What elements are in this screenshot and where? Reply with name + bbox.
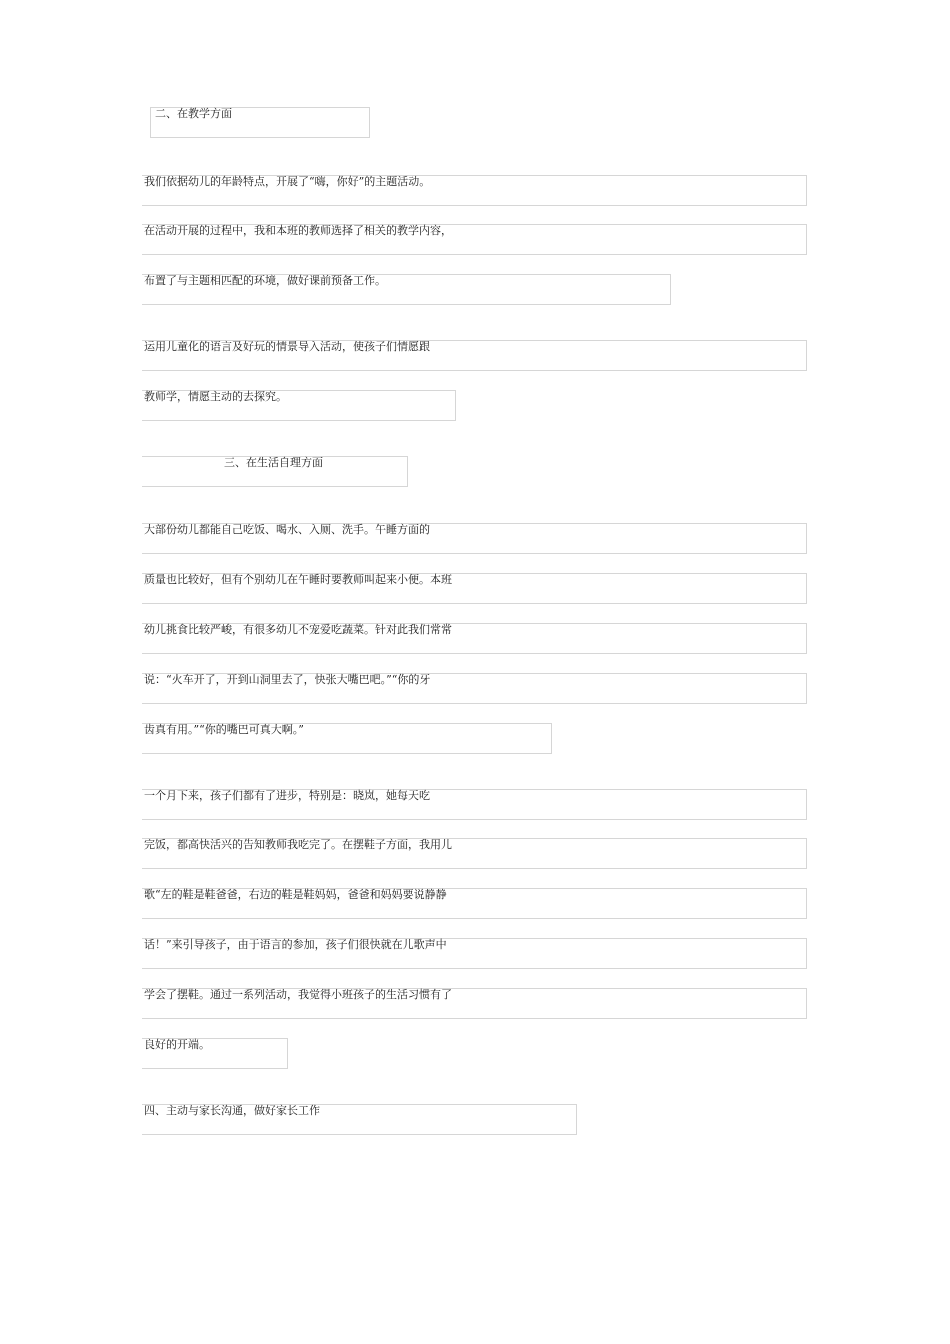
heading-text: 三、在生活自理方面	[224, 456, 323, 469]
paragraph-line	[142, 390, 456, 421]
paragraph-line	[142, 623, 807, 654]
line-text: 布置了与主题相匹配的环境，做好课前预备工作。	[144, 274, 386, 287]
paragraph-line	[142, 523, 807, 554]
paragraph-line	[142, 789, 807, 820]
line-text: 在活动开展的过程中，我和本班的教师选择了相关的教学内容，	[144, 224, 452, 237]
section-heading-parents	[142, 1104, 577, 1135]
paragraph-line	[142, 888, 807, 919]
line-text: 我们依据幼儿的年龄特点，开展了“嗨，你好”的主题活动。	[144, 175, 431, 188]
paragraph-line	[142, 1038, 288, 1069]
line-text: 质量也比较好，但有个别幼儿在午睡时要教师叫起来小便。本班	[144, 573, 452, 586]
line-text: 幼儿挑食比较严峻，有很多幼儿不宠爱吃蔬菜。针对此我们常常	[144, 623, 452, 636]
line-text: 齿真有用。”“你的嘴巴可真大啊。”	[144, 723, 304, 736]
paragraph-line	[142, 175, 807, 206]
line-text: 歌“左的鞋是鞋爸爸，右边的鞋是鞋妈妈，爸爸和妈妈要说静静	[144, 888, 447, 901]
paragraph-line	[142, 938, 807, 969]
line-text: 教师学，情愿主动的去探究。	[144, 390, 287, 403]
line-text: 运用儿童化的语言及好玩的情景导入活动，使孩子们情愿跟	[144, 340, 430, 353]
line-text: 说：“火车开了，开到山洞里去了，快张大嘴巴吧。”“你的牙	[144, 673, 431, 686]
paragraph-line	[142, 573, 807, 604]
paragraph-line	[142, 340, 807, 371]
line-text: 完饭，都高快活兴的告知教师我吃完了。在摆鞋子方面，我用儿	[144, 838, 452, 851]
paragraph-line	[142, 988, 807, 1019]
paragraph-line	[142, 723, 552, 754]
heading-text: 二、在教学方面	[155, 107, 232, 120]
section-heading-teaching	[150, 107, 370, 138]
line-text: 一个月下来，孩子们都有了进步，特别是：晓岚，她每天吃	[144, 789, 430, 802]
paragraph-line	[142, 224, 807, 255]
paragraph-line	[142, 838, 807, 869]
paragraph-line	[142, 274, 671, 305]
line-text: 良好的开端。	[144, 1038, 210, 1051]
line-text: 大部份幼儿都能自己吃饭、喝水、入厕、洗手。午睡方面的	[144, 523, 430, 536]
heading-text: 四、主动与家长沟通，做好家长工作	[144, 1104, 320, 1117]
section-heading-life	[142, 456, 408, 487]
line-text: 学会了摆鞋。通过一系列活动，我觉得小班孩子的生活习惯有了	[144, 988, 452, 1001]
line-text: 话！”来引导孩子，由于语言的参加，孩子们很快就在儿歌声中	[144, 938, 447, 951]
paragraph-line	[142, 673, 807, 704]
